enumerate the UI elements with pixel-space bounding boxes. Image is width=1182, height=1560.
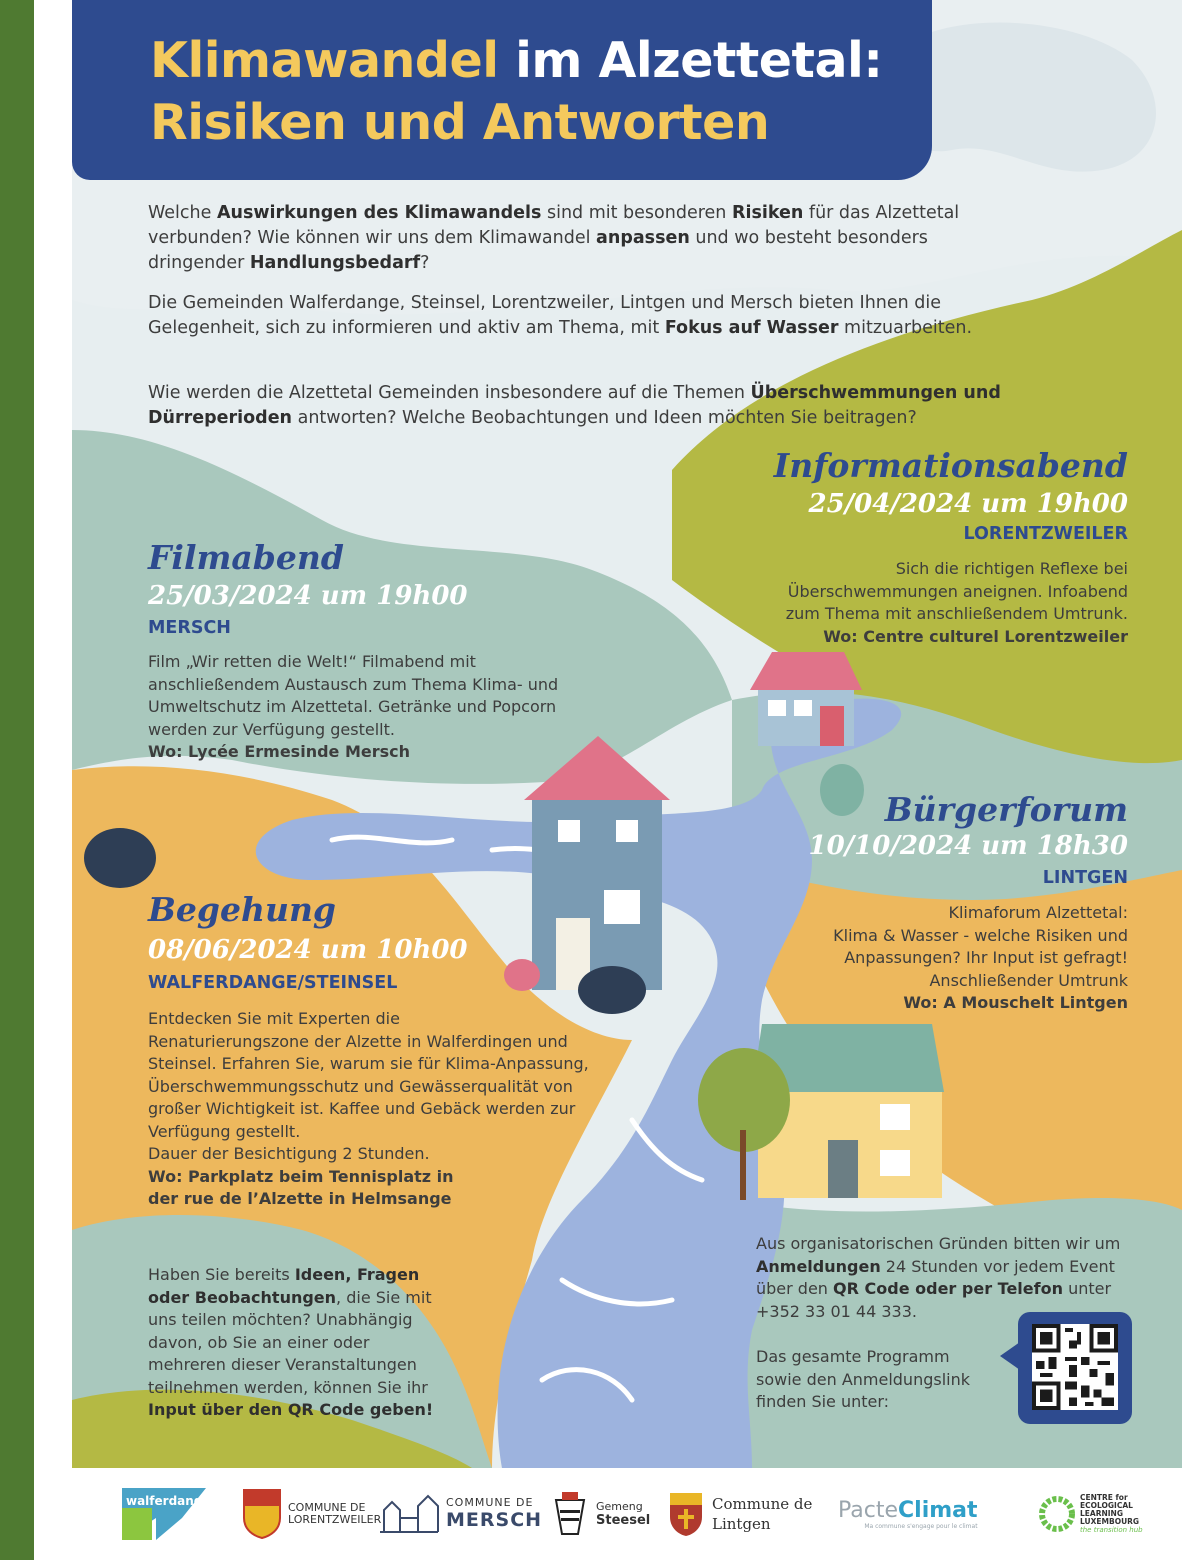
lorentzweiler-crest-icon	[242, 1488, 282, 1540]
filmabend-place: MERSCH	[148, 618, 231, 638]
text-run: sind mit besonderen	[541, 203, 732, 223]
buergerforum-line: Klima & Wasser - welche Risiken und	[833, 925, 1128, 945]
emphasized-text: Auswirkungen des Klimawandels	[216, 203, 542, 223]
filmabend-line: Umweltschutz im Alzettetal. Getränke und Popcorn	[148, 697, 557, 716]
filmabend-location: Wo: Lycée Ermesinde Mersch	[148, 742, 411, 761]
buergerforum-title: Bürgerforum	[884, 790, 1128, 829]
intro-paragraph-2	[148, 291, 1008, 341]
logo-pacte-climat[interactable]	[838, 1468, 978, 1560]
speech-bubble-tip	[1000, 1342, 1020, 1370]
celll-circle-icon	[1038, 1495, 1076, 1533]
qr-code-bubble[interactable]	[1018, 1312, 1132, 1424]
title-line1-rest: im Alzettetal:	[515, 32, 883, 89]
logo-steesel[interactable]	[550, 1468, 650, 1560]
lorentzweiler-label: COMMUNE DE LORENTZWEILER	[288, 1501, 382, 1526]
emphasized-text: Fokus auf Wasser	[664, 318, 839, 338]
intro-paragraph-3	[148, 381, 1008, 431]
intro-paragraph-1	[148, 201, 1008, 276]
celll-label	[1080, 1494, 1146, 1534]
lintgen-crest-icon	[668, 1491, 704, 1537]
steesel-label-top: Gemeng	[596, 1499, 643, 1513]
text-run: unter +352 33 01 44 333.	[756, 1279, 1112, 1321]
informationsabend-date: 25/04/2024 um 19h00	[808, 489, 1128, 519]
mersch-castle-icon	[378, 1492, 440, 1536]
buergerforum-place: LINTGEN	[1042, 868, 1128, 888]
buergerforum-location: Wo: A Mouschelt Lintgen	[903, 993, 1128, 1012]
informationsabend-line: Sich die richtigen Reflexe bei	[895, 559, 1128, 578]
begehung-line: Verfügung gestellt.	[148, 1121, 301, 1141]
begehung-title: Begehung	[148, 890, 337, 929]
mersch-label	[446, 1497, 542, 1531]
emphasized-text: Ideen, Fragen oder Beobachtungen	[148, 1265, 420, 1307]
celll-name: CENTRE for ECOLOGICAL LEARNING LUXEMBOURG	[1080, 1493, 1140, 1526]
begehung-line: Steinsel. Erfahren Sie, warum sie für Klima-Anpassung,	[148, 1054, 589, 1073]
text-run: Welche	[148, 203, 217, 223]
begehung-line: Renaturierungszone der Alzette in Walferdingen und	[148, 1031, 568, 1051]
page-title	[150, 30, 930, 154]
emphasized-text: Risiken	[731, 203, 804, 223]
buergerforum-line: Klimaforum Alzettetal:	[948, 903, 1128, 922]
begehung-line: großer Wichtigkeit ist. Kaffee und Gebäck werden zur	[148, 1099, 576, 1118]
text-run: mitzuarbeiten.	[838, 318, 973, 338]
title-highlight: Klimawandel	[150, 32, 499, 89]
logo-lintgen[interactable]	[668, 1468, 812, 1560]
emphasized-text: Input über den QR Code geben!	[148, 1400, 434, 1419]
begehung-location: der rue de l’Alzette in Helmsange	[148, 1189, 452, 1208]
buergerforum-line: Anschließender Umtrunk	[929, 970, 1128, 990]
steesel-label	[596, 1501, 650, 1528]
text-run: Haben Sie bereits	[148, 1265, 295, 1284]
text-run: , die Sie mit uns teilen möchten? Unabhängig davon, ob Sie an einer oder mehreren dieser Veranstaltungen teilnehmen werden, können Sie ihr	[148, 1287, 432, 1397]
lintgen-label-bottom: Lintgen	[712, 1515, 771, 1533]
qr-code[interactable]	[1032, 1324, 1118, 1410]
informationsabend-line: zum Thema mit anschließendem Umtrunk.	[785, 604, 1128, 623]
emphasized-text: anpassen	[596, 228, 690, 248]
informationsabend-location: Wo: Centre culturel Lorentzweiler	[823, 626, 1128, 646]
text-run: antworten? Welche Beobachtungen und Ideen möchten Sie beitragen?	[292, 408, 917, 428]
begehung-description	[148, 1008, 618, 1211]
begehung-line: Dauer der Besichtigung 2 Stunden.	[148, 1144, 430, 1163]
climat-word: Climat	[898, 1498, 978, 1523]
informationsabend-place: LORENTZWEILER	[963, 524, 1128, 544]
text-run: Wie werden die Alzettetal Gemeinden insbesondere auf die Themen	[148, 383, 751, 403]
lintgen-label	[712, 1494, 812, 1534]
informationsabend-title: Informationsabend	[773, 446, 1128, 485]
steesel-label-bottom: Steesel	[596, 1512, 651, 1528]
footer-logos	[72, 1468, 1182, 1560]
side-color-bar	[0, 0, 34, 1560]
filmabend-line: werden zur Verfügung gestellt.	[148, 719, 395, 739]
begehung-line: Überschwemmungsschutz und Gewässerqualität von	[148, 1076, 573, 1096]
emphasized-text: Überschwemmungen und Dürreperioden	[148, 383, 1001, 428]
emphasized-text: QR Code oder per Telefon	[833, 1279, 1063, 1298]
pacte-climat-tagline: Ma commune s'engage pour le climat	[864, 1523, 978, 1530]
informationsabend-line: Überschwemmungen aneignen. Infoabend	[787, 581, 1128, 601]
walferdange-mark	[122, 1488, 211, 1540]
ideas-note	[148, 1264, 448, 1422]
filmabend-description	[148, 651, 588, 764]
filmabend-title: Filmabend	[148, 538, 344, 577]
begehung-date: 08/06/2024 um 10h00	[148, 935, 468, 965]
text-run: 24 Stunden vor jedem Event über den	[756, 1256, 1115, 1298]
logo-celll[interactable]	[1038, 1468, 1146, 1560]
program-note: Das gesamte Programm sowie den Anmeldungslink finden Sie unter:	[756, 1347, 970, 1411]
buergerforum-line: Anpassungen? Ihr Input ist gefragt!	[844, 948, 1128, 967]
registration-note	[756, 1233, 1146, 1323]
walferdange-wordmark: walferdange	[126, 1494, 211, 1508]
lintgen-label-top: Commune de	[712, 1495, 813, 1513]
text-run: ?	[420, 253, 430, 273]
text-run: für das Alzettetal verbunden? Wie können wir uns dem Klimawandel	[148, 203, 960, 248]
pacte-climat-label	[838, 1498, 978, 1530]
pacte-climat-wordmark	[838, 1498, 978, 1523]
emphasized-text: Handlungsbedarf	[249, 253, 421, 273]
steesel-crest-icon	[550, 1490, 590, 1538]
qr-code-pattern	[1032, 1324, 1118, 1410]
begehung-location: Wo: Parkplatz beim Tennisplatz in	[148, 1166, 454, 1186]
text-run: und wo besteht besonders dringender	[148, 228, 928, 273]
title-line2: Risiken und Antworten	[150, 94, 770, 151]
filmabend-line: Film „Wir retten die Welt!“ Filmabend mit	[148, 652, 476, 671]
celll-tagline: the transition hub	[1080, 1526, 1143, 1534]
text-run: Die Gemeinden Walferdange, Steinsel, Lorentzweiler, Lintgen und Mersch bieten Ihnen die Gelegenheit, sich zu informieren und aktiv am Thema, mit	[148, 293, 942, 338]
begehung-place: WALFERDANGE/STEINSEL	[148, 973, 398, 993]
buergerforum-date: 10/10/2024 um 18h30	[808, 831, 1128, 861]
mersch-label-bottom: MERSCH	[446, 1509, 543, 1531]
logo-lorentzweiler[interactable]	[242, 1468, 382, 1560]
buergerforum-description	[700, 902, 1128, 1015]
mersch-label-top: COMMUNE DE	[446, 1496, 534, 1509]
begehung-line: Entdecken Sie mit Experten die	[148, 1009, 400, 1028]
informationsabend-description	[660, 558, 1128, 648]
text-run: Aus organisatorischen Gründen bitten wir um	[756, 1234, 1121, 1253]
pacte-word: Pacte	[838, 1498, 899, 1523]
logo-mersch[interactable]	[378, 1468, 542, 1560]
emphasized-text: Anmeldungen	[756, 1256, 881, 1276]
filmabend-line: anschließendem Austausch zum Thema Klima- und	[148, 674, 559, 694]
logo-walferdange[interactable]	[122, 1468, 211, 1560]
filmabend-date: 25/03/2024 um 19h00	[148, 581, 468, 611]
